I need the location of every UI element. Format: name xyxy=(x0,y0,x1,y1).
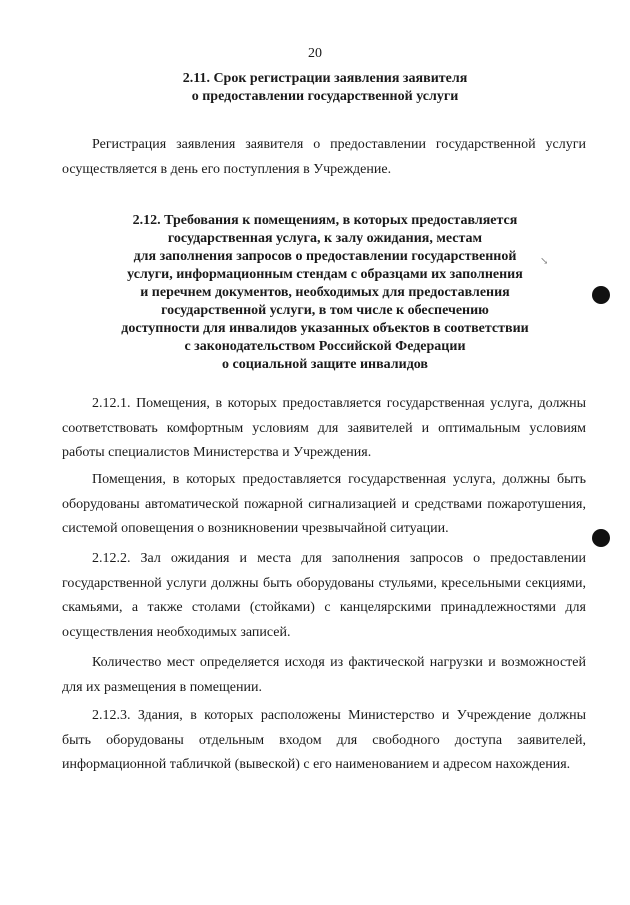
heading-line: о предоставлении государственной услуги xyxy=(191,89,459,104)
heading-line: 2.11. Срок регистрации заявления заявителя xyxy=(182,71,468,86)
section-2-12-heading xyxy=(60,212,590,374)
paragraph-2-12-2: 2.12.2. Зал ожидания и места для заполнения запросов о предоставлении государственной услуги должны быть оборудованы стульями, кресельными секциями, скамьями, а также столами (стойками) с канцелярскими принадлежностями для осуществления необходимых записей. xyxy=(62,551,586,640)
paragraph-2-12-3: 2.12.3. Здания, в которых расположены Министерство и Учреждение должны быть оборудованы отдельным входом для свободного доступа заявителей, информационной табличкой (вывеской) с его наименованием и адресом нахождения. xyxy=(62,708,586,772)
heading-line: государственной услуги, в том числе к обеспечению xyxy=(161,303,489,318)
punch-hole-icon xyxy=(592,286,610,304)
paragraph-2-12-1: 2.12.1. Помещения, в которых предоставляется государственная услуга, должны соответствовать комфортным условиям для заявителей и оптимальным условиям работы специалистов Министерства и Учреждения. xyxy=(62,396,586,460)
heading-line: и перечнем документов, необходимых для предоставления xyxy=(140,285,510,300)
heading-line: доступности для инвалидов указанных объектов в соответствии xyxy=(121,321,529,336)
paragraph-fire-safety: Помещения, в которых предоставляется государственная услуга, должны быть оборудованы автоматической пожарной сигнализацией и средствами пожаротушения, системой оповещения о возникновении чрезвычайной ситуации. xyxy=(62,472,586,536)
page-number: 20 xyxy=(308,46,322,61)
section-2-11-paragraph: Регистрация заявления заявителя о предоставлении государственной услуги осуществляется в день его поступления в Учреждение. xyxy=(62,137,586,177)
heading-line: о социальной защите инвалидов xyxy=(222,357,428,372)
heading-line: услуги, информационным стендам с образцами их заполнения xyxy=(127,267,523,282)
heading-line: 2.12. Требования к помещениям, в которых предоставляется xyxy=(132,213,518,228)
section-2-11-heading xyxy=(60,70,590,106)
heading-line: с законодательством Российской Федерации xyxy=(184,339,466,354)
heading-line: для заполнения запросов о предоставлении государственной xyxy=(133,249,517,264)
punch-hole-icon xyxy=(592,529,610,547)
heading-line: государственная услуга, к залу ожидания, местам xyxy=(167,231,483,246)
paragraph-seating: Количество мест определяется исходя из фактической нагрузки и возможностей для их размещения в помещении. xyxy=(62,655,586,695)
cursor-mark-icon: ↘ xyxy=(540,256,549,267)
